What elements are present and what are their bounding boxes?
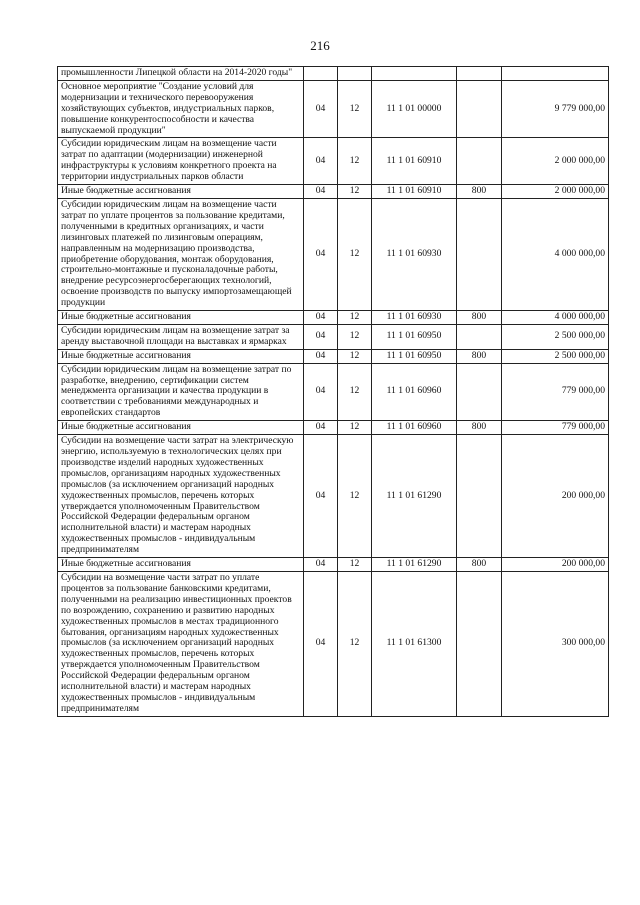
expenditure-name-cell: промышленности Липецкой области на 2014-2020 годы" — [58, 67, 304, 81]
table-row — [58, 571, 609, 716]
expenditure-name-cell: Субсидии на возмещение части затрат по уплате процентов за пользование банковскими кредитами, полученными на реализацию инвестиционных проектов по возрождению, сохранению и развитию народных художественных промыслов в местах традиционного бытования, организациям народных художественных промыслов (за исключением организаций народных художественных промыслов, перечень которых утверждается уполномоченным Правительством Российской Федерации федеральным органом исполнительной власти) и мастерам народных художественных промыслов - индивидуальным предпринимателям — [58, 571, 304, 716]
expense-type-cell: 800 — [457, 185, 502, 199]
expenditure-name-cell: Субсидии юридическим лицам на возмещение части затрат по уплате процентов за пользование кредитами, полученными в кредитных организациях, и части лизинговых платежей по лизинговым операциям, направленным на модернизацию производства, приобретение оборудования, монтаж оборудования, строительно-монтажные и пусконаладочные работы, внедрение ресурсоэнергосберегающих технологий, освоение производств по выпуску импортозамещающей продукции — [58, 198, 304, 310]
section-code-cell: 12 — [338, 185, 372, 199]
expenditure-name-cell: Иные бюджетные ассигнования — [58, 349, 304, 363]
ministry-code-cell: 04 — [304, 363, 338, 421]
ministry-code-cell: 04 — [304, 80, 338, 138]
expense-type-cell — [457, 363, 502, 421]
table-row — [58, 67, 609, 81]
target-article-cell: 11 1 01 61300 — [372, 571, 457, 716]
table-row — [58, 80, 609, 138]
expense-type-cell — [457, 67, 502, 81]
amount-cell: 779 000,00 — [502, 421, 609, 435]
amount-cell: 9 779 000,00 — [502, 80, 609, 138]
ministry-code-cell: 04 — [304, 311, 338, 325]
section-code-cell: 12 — [338, 324, 372, 349]
target-article-cell: 11 1 01 61290 — [372, 435, 457, 558]
ministry-code-cell: 04 — [304, 138, 338, 185]
amount-cell: 4 000 000,00 — [502, 198, 609, 310]
expenditure-name-cell: Иные бюджетные ассигнования — [58, 558, 304, 572]
section-code-cell: 12 — [338, 558, 372, 572]
ministry-code-cell: 04 — [304, 435, 338, 558]
target-article-cell: 11 1 01 61290 — [372, 558, 457, 572]
table-row — [58, 349, 609, 363]
table-row — [58, 435, 609, 558]
budget-table-body — [58, 67, 609, 717]
ministry-code-cell: 04 — [304, 349, 338, 363]
expenditure-name-cell: Иные бюджетные ассигнования — [58, 311, 304, 325]
target-article-cell: 11 1 01 60950 — [372, 324, 457, 349]
target-article-cell: 11 1 01 00000 — [372, 80, 457, 138]
expenditure-name-cell: Субсидии юридическим лицам на возмещение затрат за аренду выставочной площади на выставках и ярмарках — [58, 324, 304, 349]
target-article-cell — [372, 67, 457, 81]
ministry-code-cell: 04 — [304, 558, 338, 572]
section-code-cell: 12 — [338, 571, 372, 716]
expense-type-cell — [457, 435, 502, 558]
amount-cell: 2 000 000,00 — [502, 138, 609, 185]
target-article-cell: 11 1 01 60950 — [372, 349, 457, 363]
expenditure-name-cell: Иные бюджетные ассигнования — [58, 421, 304, 435]
ministry-code-cell: 04 — [304, 198, 338, 310]
target-article-cell: 11 1 01 60930 — [372, 198, 457, 310]
ministry-code-cell: 04 — [304, 421, 338, 435]
table-row — [58, 138, 609, 185]
target-article-cell: 11 1 01 60910 — [372, 185, 457, 199]
expense-type-cell — [457, 138, 502, 185]
table-row — [58, 421, 609, 435]
page-number: 216 — [310, 38, 330, 53]
amount-cell: 200 000,00 — [502, 558, 609, 572]
expense-type-cell — [457, 324, 502, 349]
section-code-cell: 12 — [338, 138, 372, 185]
amount-cell: 2 500 000,00 — [502, 349, 609, 363]
expense-type-cell: 800 — [457, 421, 502, 435]
expense-type-cell: 800 — [457, 311, 502, 325]
budget-table — [57, 66, 609, 717]
expense-type-cell — [457, 571, 502, 716]
target-article-cell: 11 1 01 60930 — [372, 311, 457, 325]
expense-type-cell — [457, 80, 502, 138]
expenditure-name-cell: Иные бюджетные ассигнования — [58, 185, 304, 199]
expenditure-name-cell: Основное мероприятие "Создание условий для модернизации и технического перевооружения хозяйствующих субъектов, индустриальных парков, повышение конкурентоспособности и качества выпускаемой продукции" — [58, 80, 304, 138]
expenditure-name-cell: Субсидии юридическим лицам на возмещение затрат по разработке, внедрению, сертификации систем менеджмента организации и качества продукции в соответствии с требованиями международных и европейских стандартов — [58, 363, 304, 421]
table-row — [58, 324, 609, 349]
section-code-cell: 12 — [338, 421, 372, 435]
table-row — [58, 311, 609, 325]
ministry-code-cell: 04 — [304, 185, 338, 199]
amount-cell: 779 000,00 — [502, 363, 609, 421]
amount-cell: 2 500 000,00 — [502, 324, 609, 349]
amount-cell: 200 000,00 — [502, 435, 609, 558]
table-row — [58, 198, 609, 310]
section-code-cell: 12 — [338, 198, 372, 310]
expenditure-name-cell: Субсидии юридическим лицам на возмещение части затрат по адаптации (модернизации) инженерной инфраструктуры к условиям конкретного проекта на территории индустриальных парков области — [58, 138, 304, 185]
section-code-cell: 12 — [338, 349, 372, 363]
amount-cell — [502, 67, 609, 81]
expense-type-cell — [457, 198, 502, 310]
expense-type-cell: 800 — [457, 349, 502, 363]
table-row — [58, 363, 609, 421]
target-article-cell: 11 1 01 60960 — [372, 421, 457, 435]
target-article-cell: 11 1 01 60910 — [372, 138, 457, 185]
amount-cell: 2 000 000,00 — [502, 185, 609, 199]
section-code-cell: 12 — [338, 363, 372, 421]
section-code-cell: 12 — [338, 311, 372, 325]
section-code-cell — [338, 67, 372, 81]
table-row — [58, 558, 609, 572]
target-article-cell: 11 1 01 60960 — [372, 363, 457, 421]
ministry-code-cell: 04 — [304, 324, 338, 349]
amount-cell: 300 000,00 — [502, 571, 609, 716]
section-code-cell: 12 — [338, 435, 372, 558]
ministry-code-cell: 04 — [304, 571, 338, 716]
amount-cell: 4 000 000,00 — [502, 311, 609, 325]
expenditure-name-cell: Субсидии на возмещение части затрат на электрическую энергию, используемую в технологических целях при производстве изделий народных художественных промыслов, организациям народных художественных промыслов (за исключением организаций народных художественных промыслов, перечень которых утверждается уполномоченным Правительством Российской Федерации федеральным органом исполнительной власти) и мастерам народных художественных промыслов - индивидуальным предпринимателям — [58, 435, 304, 558]
expense-type-cell: 800 — [457, 558, 502, 572]
section-code-cell: 12 — [338, 80, 372, 138]
table-row — [58, 185, 609, 199]
ministry-code-cell — [304, 67, 338, 81]
